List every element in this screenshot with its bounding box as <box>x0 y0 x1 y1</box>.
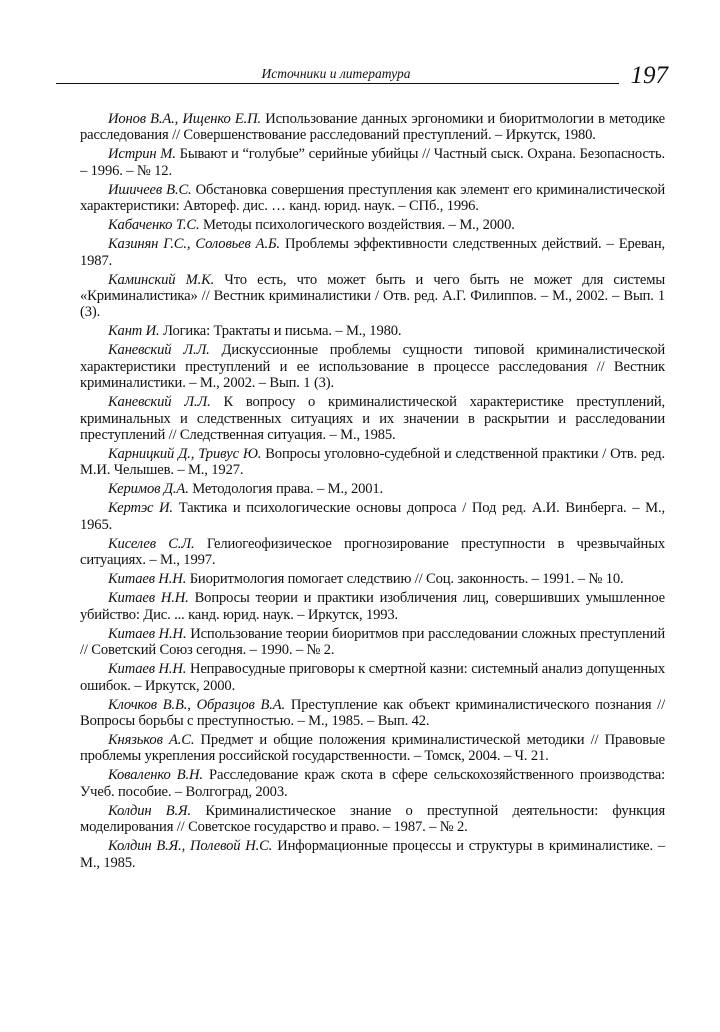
reference-author: Каневский Л.Л. <box>108 394 211 411</box>
reference-text: Преступление как объект криминалистического познания // Вопросы борьбы с преступностью. – М., 1985. – Вып. 42. <box>80 696 665 729</box>
reference-text: Криминалистическое знание о преступной деятельности: функция моделирования // Советское государство и право. – 1987. – № 2. <box>80 802 666 836</box>
reference-author: Китаев Н.Н. <box>108 661 187 678</box>
page-header <box>56 62 668 102</box>
reference-author: Китаев Н.Н. <box>108 590 189 607</box>
reference-text: Расследование краж скота в сфере сельскохозяйственного производства: Учеб. пособие. – Волгоград, 2003. <box>80 767 665 800</box>
reference-entry <box>80 590 665 623</box>
reference-entry <box>80 272 665 321</box>
reference-entry <box>80 803 665 836</box>
reference-text: Методы психологического воздействия. – М., 2000. <box>202 217 515 234</box>
reference-text: Что есть, что может быть и чего быть не может для системы «Криминалистика» // Вестник криминалистики / Отв. ред. А.Г. Филиппов. – М., 2002. – Вып. 1 (3). <box>80 271 666 321</box>
reference-author: Карницкий Д., Тривус Ю. <box>108 446 262 463</box>
header-rule <box>56 83 619 84</box>
reference-author: Ионов В.А., Ищенко Е.П. <box>108 111 262 127</box>
reference-entry <box>80 626 665 659</box>
reference-text: Бывают и “голубые” серийные убийцы // Частный сыск. Охрана. Безопасность. – 1996. – № 12. <box>80 146 666 179</box>
reference-entry <box>80 323 665 339</box>
reference-author: Китаев Н.Н. <box>108 571 187 588</box>
reference-author: Кабаченко Т.С. <box>108 217 200 234</box>
reference-author: Колдин В.Я., Полевой Н.С. <box>108 838 273 855</box>
reference-text: Предмет и общие положения криминалистической методики // Правовые проблемы укрепления российской государственности. – Томск, 2004. – Ч. 21. <box>80 731 666 765</box>
reference-entry <box>80 236 665 269</box>
reference-text: Обстановка совершения преступления как элемент его криминалистической характеристики: Автореф. дис. … канд. юрид. наук. – СПб., 1996. <box>80 181 665 215</box>
reference-author: Киселев С.Л. <box>108 535 195 552</box>
reference-text: Гелиогеофизическое прогнозирование преступности в чрезвычайных ситуациях. – М., 1997. <box>80 535 665 569</box>
reference-text: Неправосудные приговоры к смертной казни: системный анализ допущенных ошибок. – Иркутск, 2000. <box>80 661 665 694</box>
reference-entry <box>80 481 665 497</box>
reference-author: Истрин М. <box>108 146 176 163</box>
reference-text: Использование теории биоритмов при расследовании сложных преступлений // Советский Союз сегодня. – 1990. – № 2. <box>80 625 665 659</box>
reference-list <box>80 111 665 874</box>
reference-text: Биоритмология помогает следствию // Соц. законность. – 1991. – № 10. <box>189 571 624 588</box>
reference-author: Князьков А.С. <box>108 731 195 748</box>
reference-entry <box>80 767 665 800</box>
reference-author: Каминский М.К. <box>108 271 215 288</box>
reference-entry <box>80 182 665 215</box>
reference-author: Казинян Г.С., Соловьев А.Б. <box>108 236 280 253</box>
reference-entry <box>80 342 665 391</box>
reference-text: К вопросу о криминалистической характеристике преступлений, криминальных и следственных ситуациях и их значении в раскрытии и расследовании преступлений // Следственная ситуация. – М., 1985. <box>80 394 666 444</box>
reference-entry <box>80 838 665 871</box>
reference-entry <box>80 446 665 479</box>
reference-author: Кант И. <box>108 323 160 340</box>
reference-entry <box>80 661 665 694</box>
reference-text: Методология права. – М., 2001. <box>192 481 384 498</box>
reference-author: Колдин В.Я. <box>108 802 191 819</box>
reference-entry <box>80 146 665 179</box>
page-number: 197 <box>630 62 668 89</box>
reference-author: Клочков В.В., Образцов В.А. <box>108 696 286 713</box>
reference-entry <box>80 394 665 443</box>
reference-text: Вопросы теории и практики изобличения лиц, совершивших умышленное убийство: Дис. ... канд. юрид. наук. – Иркутск, 1993. <box>80 590 666 623</box>
reference-entry <box>80 571 665 587</box>
reference-entry <box>80 697 665 730</box>
reference-author: Коваленко В.Н. <box>108 767 203 784</box>
reference-author: Кертэс И. <box>108 500 173 517</box>
reference-author: Китаев Н.Н. <box>108 625 187 642</box>
reference-text: Тактика и психологические основы допроса / Под ред. А.И. Винберга. – М., 1965. <box>80 500 666 533</box>
reference-text: Дискуссионные проблемы сущности типовой криминалистической характеристики преступлений и ее использование в процессе расследования // Вестник криминалистики. – М., 2002. – Вып. 1 (3). <box>80 342 666 392</box>
running-title: Источники и литература <box>261 66 411 81</box>
reference-text: Использование данных эргономики и биоритмологии в методике расследования // Совершенствование расследований преступлений. – Иркутск, 1980. <box>80 111 666 144</box>
reference-entry <box>80 536 665 569</box>
reference-text: Логика: Трактаты и письма. – М., 1980. <box>163 323 402 340</box>
reference-entry <box>80 217 665 233</box>
reference-text: Вопросы уголовно-судебной и следственной практики / Отв. ред. М.И. Челышев. – М., 1927. <box>80 446 665 479</box>
reference-author: Керимов Д.А. <box>108 481 189 498</box>
reference-entry <box>80 732 665 765</box>
reference-entry <box>80 500 665 533</box>
reference-text: Проблемы эффективности следственных действий. – Ереван, 1987. <box>80 236 666 269</box>
reference-author: Ишичеев В.С. <box>108 181 192 198</box>
reference-text: Информационные процессы и структуры в криминалистике. – М., 1985. <box>80 838 666 871</box>
reference-entry <box>80 111 665 144</box>
reference-author: Каневский Л.Л. <box>108 342 210 359</box>
